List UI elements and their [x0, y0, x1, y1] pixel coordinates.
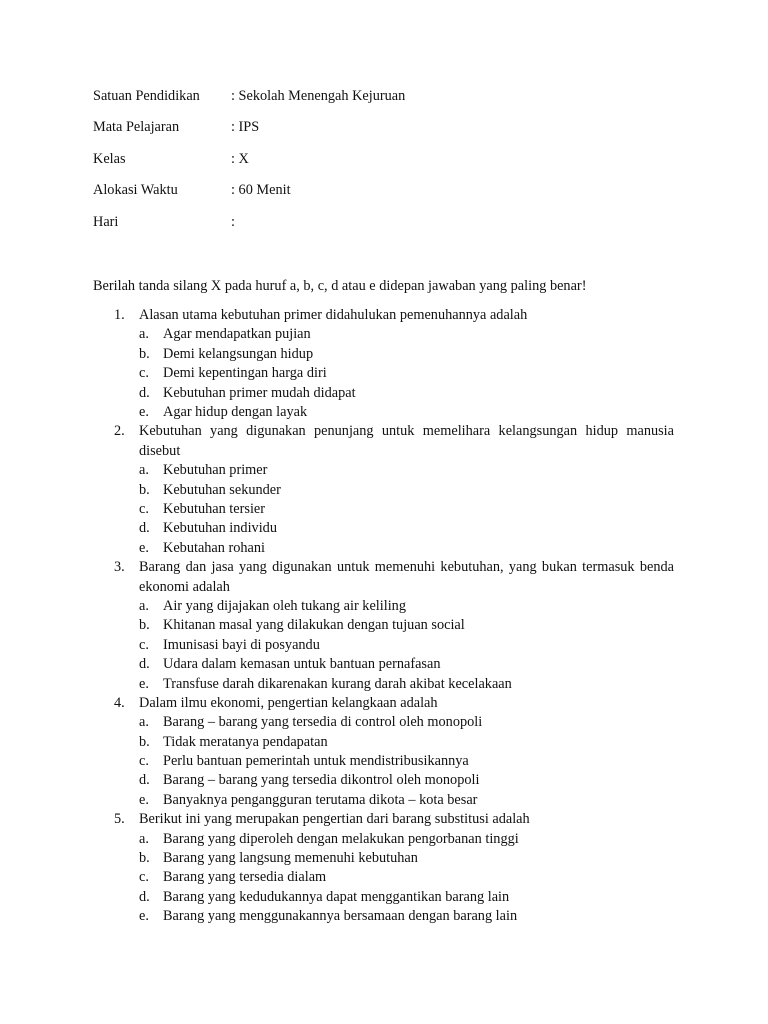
option-b — [93, 733, 674, 752]
option-letter: d. — [139, 656, 150, 673]
option-a — [93, 461, 674, 480]
header-value: : — [231, 214, 235, 230]
header-value: : X — [231, 151, 249, 167]
question-number: 5. — [114, 811, 125, 828]
option-list — [93, 597, 674, 694]
option-a — [93, 830, 674, 849]
option-text: Barang yang diperoleh dengan melakukan pengorbanan tinggi — [163, 830, 519, 847]
option-text: Imunisasi bayi di posyandu — [163, 636, 320, 653]
question-number: 3. — [114, 559, 125, 576]
question-text: Alasan utama kebutuhan primer didahulukan pemenuhannya adalah — [139, 307, 528, 323]
option-d — [93, 888, 674, 907]
option-text: Barang – barang yang tersedia dikontrol oleh monopoli — [163, 772, 480, 789]
question-text: Kebutuhan yang digunakan penunjang untuk memelihara kelangsungan hidup manusia disebut — [139, 423, 674, 459]
option-list — [93, 325, 674, 422]
option-b — [93, 481, 674, 500]
header-label: Kelas — [93, 151, 126, 167]
option-letter: b. — [139, 733, 150, 750]
option-e — [93, 403, 674, 422]
header-row-hari — [93, 212, 653, 232]
header-value: : 60 Menit — [231, 182, 291, 198]
option-b — [93, 345, 674, 364]
option-text: Transfuse darah dikarenakan kurang darah akibat kecelakaan — [163, 675, 512, 692]
question-5 — [93, 810, 674, 926]
option-e — [93, 539, 674, 558]
option-letter: c. — [139, 365, 149, 382]
option-e — [93, 791, 674, 810]
option-letter: e. — [139, 539, 149, 556]
option-c — [93, 364, 674, 383]
option-text: Barang yang kedudukannya dapat menggantikan barang lain — [163, 888, 510, 905]
option-text: Khitanan masal yang dilakukan dengan tujuan social — [163, 617, 465, 634]
option-text: Demi kepentingan harga diri — [163, 365, 327, 382]
option-letter: a. — [139, 326, 149, 343]
option-letter: c. — [139, 500, 149, 517]
option-text: Air yang dijajakan oleh tukang air keliling — [163, 597, 406, 614]
option-text: Demi kelangsungan hidup — [163, 345, 314, 362]
header-label: Alokasi Waktu — [93, 182, 178, 198]
option-text: Tidak meratanya pendapatan — [163, 733, 328, 750]
option-letter: a. — [139, 597, 149, 614]
option-list — [93, 461, 674, 558]
option-letter: b. — [139, 345, 150, 362]
header-row-satuan-pendidikan — [93, 86, 653, 106]
option-letter: e. — [139, 791, 149, 808]
option-d — [93, 771, 674, 790]
option-text: Barang yang menggunakannya bersamaan dengan barang lain — [163, 908, 518, 925]
question-2 — [93, 422, 674, 558]
option-letter: e. — [139, 403, 149, 420]
header-label: Mata Pelajaran — [93, 119, 180, 135]
option-c — [93, 752, 674, 771]
option-letter: d. — [139, 772, 150, 789]
option-letter: e. — [139, 675, 149, 692]
option-text: Kebutuhan primer — [163, 462, 268, 479]
question-text: Dalam ilmu ekonomi, pengertian kelangkaan adalah — [139, 694, 438, 711]
question-text: Barang dan jasa yang digunakan untuk memenuhi kebutuhan, yang bukan termasuk benda ekonomi adalah — [139, 559, 674, 595]
question-text: Berikut ini yang merupakan pengertian dari barang substitusi adalah — [139, 811, 530, 828]
option-text: Kebutuhan tersier — [163, 500, 266, 517]
option-e — [93, 675, 674, 694]
instruction-text: Berilah tanda silang X pada huruf a, b, c, d atau e didepan jawaban yang paling benar! — [93, 278, 587, 294]
option-e — [93, 907, 674, 926]
option-text: Udara dalam kemasan untuk bantuan pernafasan — [163, 656, 441, 673]
option-text: Agar mendapatkan pujian — [163, 326, 311, 343]
header-row-mata-pelajaran — [93, 117, 653, 137]
option-text: Agar hidup dengan layak — [163, 403, 308, 420]
option-letter: c. — [139, 753, 149, 770]
option-d — [93, 655, 674, 674]
header-row-alokasi-waktu — [93, 180, 653, 200]
question-number: 1. — [114, 307, 125, 323]
question-1 — [93, 306, 674, 422]
option-c — [93, 868, 674, 887]
option-d — [93, 384, 674, 403]
option-a — [93, 713, 674, 732]
option-text: Banyaknya pengangguran terutama dikota – kota besar — [163, 791, 478, 808]
option-letter: d. — [139, 888, 150, 905]
option-list — [93, 830, 674, 927]
option-letter: b. — [139, 481, 150, 498]
option-letter: a. — [139, 462, 149, 479]
option-c — [93, 500, 674, 519]
question-4 — [93, 694, 674, 810]
option-a — [93, 325, 674, 344]
option-text: Kebutuhan primer mudah didapat — [163, 384, 356, 401]
question-3 — [93, 558, 674, 694]
option-letter: d. — [139, 520, 150, 537]
option-letter: c. — [139, 636, 149, 653]
option-b — [93, 616, 674, 635]
option-a — [93, 597, 674, 616]
header-value: : Sekolah Menengah Kejuruan — [231, 88, 406, 104]
question-number: 2. — [114, 423, 125, 440]
question-number: 4. — [114, 694, 125, 711]
option-letter: b. — [139, 850, 150, 867]
option-text: Perlu bantuan pemerintah untuk mendistribusikannya — [163, 753, 469, 770]
option-letter: c. — [139, 869, 149, 886]
option-text: Barang – barang yang tersedia di control oleh monopoli — [163, 714, 483, 731]
option-text: Kebutahan rohani — [163, 539, 266, 556]
option-letter: b. — [139, 617, 150, 634]
header-label: Hari — [93, 214, 119, 230]
header-value: : IPS — [231, 119, 260, 135]
header-row-kelas — [93, 149, 653, 169]
header-label: Satuan Pendidikan — [93, 88, 200, 104]
option-list — [93, 713, 674, 810]
option-text: Kebutuhan sekunder — [163, 481, 281, 498]
option-letter: a. — [139, 830, 149, 847]
option-text: Barang yang langsung memenuhi kebutuhan — [163, 850, 418, 867]
option-letter: e. — [139, 908, 149, 925]
option-text: Kebutuhan individu — [163, 520, 277, 537]
option-letter: d. — [139, 384, 150, 401]
option-d — [93, 519, 674, 538]
option-c — [93, 636, 674, 655]
option-b — [93, 849, 674, 868]
option-letter: a. — [139, 714, 149, 731]
question-list — [93, 306, 674, 927]
option-text: Barang yang tersedia dialam — [163, 869, 327, 886]
